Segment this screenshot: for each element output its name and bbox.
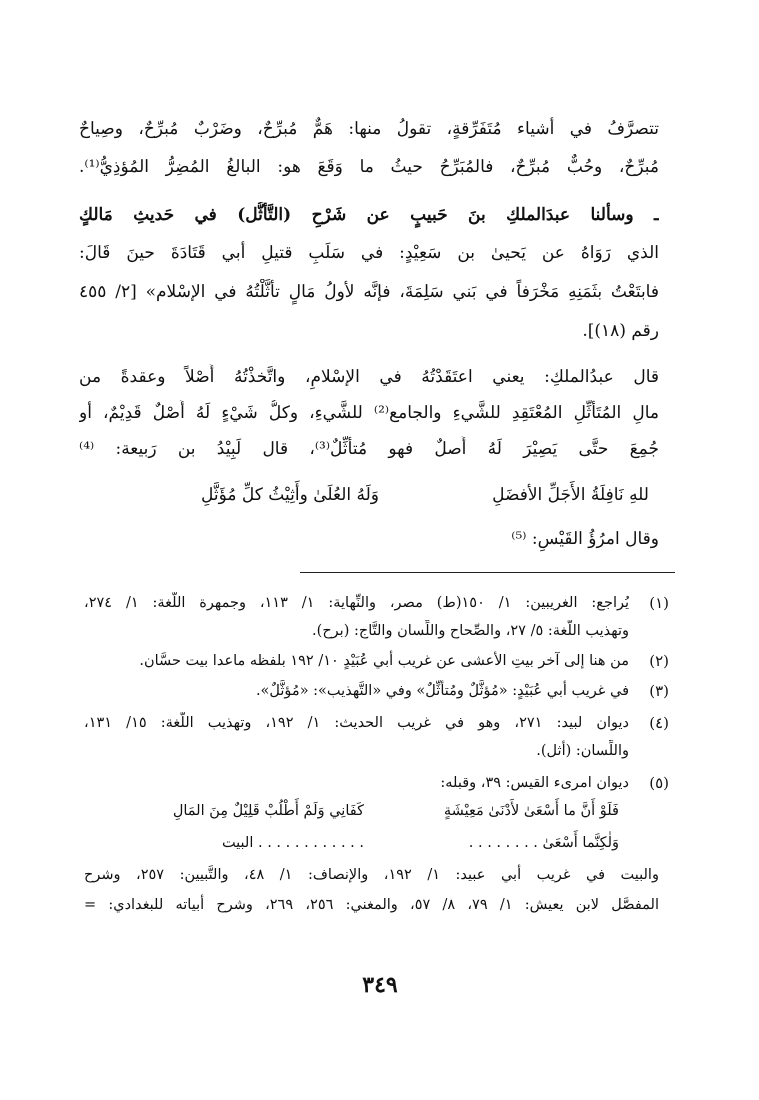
footnote-4-line-2: واللِّسان: (أثل).: [536, 743, 629, 759]
body-line-8: مالِ المُتَأثِّلِ المُعْتَقِدِ للشَّيءِ والجامع⁽²⁾ للشَّيءِ، وكلُّ شَيْءٍ لَهُ أَصْلٌ قَدِيْمٌ، أو: [79, 403, 659, 423]
verse-second-hemistich: وَلَهُ العُلَىٰ وأَثِيْثُ كلِّ مُؤَثَّلِ: [201, 485, 379, 505]
footnote-3-number: (٣): [649, 682, 669, 700]
body-line-4: الذي رَوَاهُ عن يَحيىٰ بن سَعِيْدٍ: في سَلَبِ قتيلِ أبي قَتَادَةَ حينَ قَالَ:: [79, 243, 659, 263]
body-line-6: رقم (١٨)].: [582, 321, 659, 341]
footnote-5-verse-2-a: وَلٰكِنَّما أَسْعَىٰ . . . . . . . .: [468, 835, 619, 851]
footnote-5-number: (٥): [649, 774, 669, 792]
footnote-5-verse-1-b: كَفَانِي وَلَمْ أَطْلُبْ قَلِيْلٌ مِنَ المَالِ: [172, 803, 364, 819]
body-line-2: مُبرِّحٌ، وحُبٌّ مُبرِّحٌ، فالمُبَرِّحُ حيثُ ما وَقَعَ هو: البالغُ المُضِرُّ المُؤذِيُّ⁽¹⁾.: [79, 157, 659, 177]
page-number: ٣٤٩: [362, 972, 398, 998]
body-line-last: وقال امرُؤُ القَيْسِ: ⁽⁵⁾: [511, 529, 659, 549]
footnote-separator: [300, 572, 675, 573]
footnote-1-line-1: يُراجع: الغريبين: ١/ ١٥٠(ط) مصر، والنِّهاية: ١/ ١١٣، وجمهرة اللُّغة: ١/ ٢٧٤،: [84, 595, 629, 611]
footnote-2-number: (٢): [649, 652, 669, 670]
body-line-1: تتصرَّفُ في أشياء مُتَفَرِّقةٍ، تقولُ منها: هَمٌّ مُبرِّحٌ، وضَرْبٌ مُبرِّحٌ، وصِياحٌ: [79, 119, 659, 139]
footnote-4-number: (٤): [649, 714, 669, 732]
footnote-1-line-2: وتهذيب اللُّغة: ٥/ ٢٧، والصِّحاح واللِّسان والتَّاج: (برح).: [312, 623, 629, 639]
body-line-5: فابتَعْتُ بثَمَنِهِ مَخْرَفاً في بَني سَلِمَةَ، فإنَّه لأولُ مَالٍ تأثَّلْتُهُ في الإسْلام» [٢/ ٤٥٥: [79, 282, 659, 302]
body-line-7: قال عبدُالملكِ: يعني اعتَقَدْتُهُ في الإسْلامِ، واتَّخذْتُهُ أَصْلاً وعقدةً من: [79, 367, 659, 387]
footnote-5-tail-1: والبيت في غريب أبي عبيد: ١/ ١٩٢، والإنصاف: ١/ ٤٨، والتَّبيين: ٢٥٧، وشرح: [84, 867, 659, 883]
verse-first-hemistich: للهِ نَافِلَةُ الأَجَلِّ الأفضَلِ: [492, 485, 649, 505]
section-heading: ـ وسألنا عبدَالملكِ بنَ حَبيبٍ عن شَرْحِ (التَّأثُّل) في حَديثِ مَالكٍ: [79, 205, 659, 225]
footnote-5-intro: ديوان امرىء القيس: ٣٩، وقبله:: [440, 775, 629, 791]
footnote-2-line: من هنا إلى آخر بيتِ الأعشى عن غريب أبي عُبَيْدٍ ١٠/ ١٩٢ بلفظه ماعدا بيت حسَّان.: [139, 653, 629, 669]
footnote-4-line-1: ديوان لبيد: ٢٧١، وهو في غريب الحديث: ١/ ١٩٢، وتهذيب اللُّغة: ١٥/ ١٣١،: [84, 715, 629, 731]
body-line-9: جُمِعَ حتَّى يَصِيْرَ لَهُ أَصلٌ فهو مُتأثِّلٌ⁽³⁾، قال لَبِيْدُ بن رَبيعة: ⁽⁴⁾: [79, 439, 659, 459]
footnote-5-tail-2: المفصَّل لابن يعيش: ١/ ٧٩، ٨/ ٥٧، والمغني: ٢٥٦، ٢٦٩، وشرح أبياته للبغدادي: =: [84, 897, 659, 913]
footnote-5-verse-2-b: . . . . . . . . . . . . البيت: [221, 835, 364, 851]
footnote-1-number: (١): [649, 594, 669, 612]
footnote-5-verse-1-a: فَلَوْ أَنَّ ما أَسْعَىٰ لأَدْنَىٰ مَعِيْشَةٍ: [443, 803, 619, 819]
footnote-3-line: في غريب أبي عُبَيْدٍ: «مُؤثَّلٌ ومُتأثِّلٌ» وفي «التَّهذيب»: «مُؤثَّلٌ».: [255, 683, 629, 699]
